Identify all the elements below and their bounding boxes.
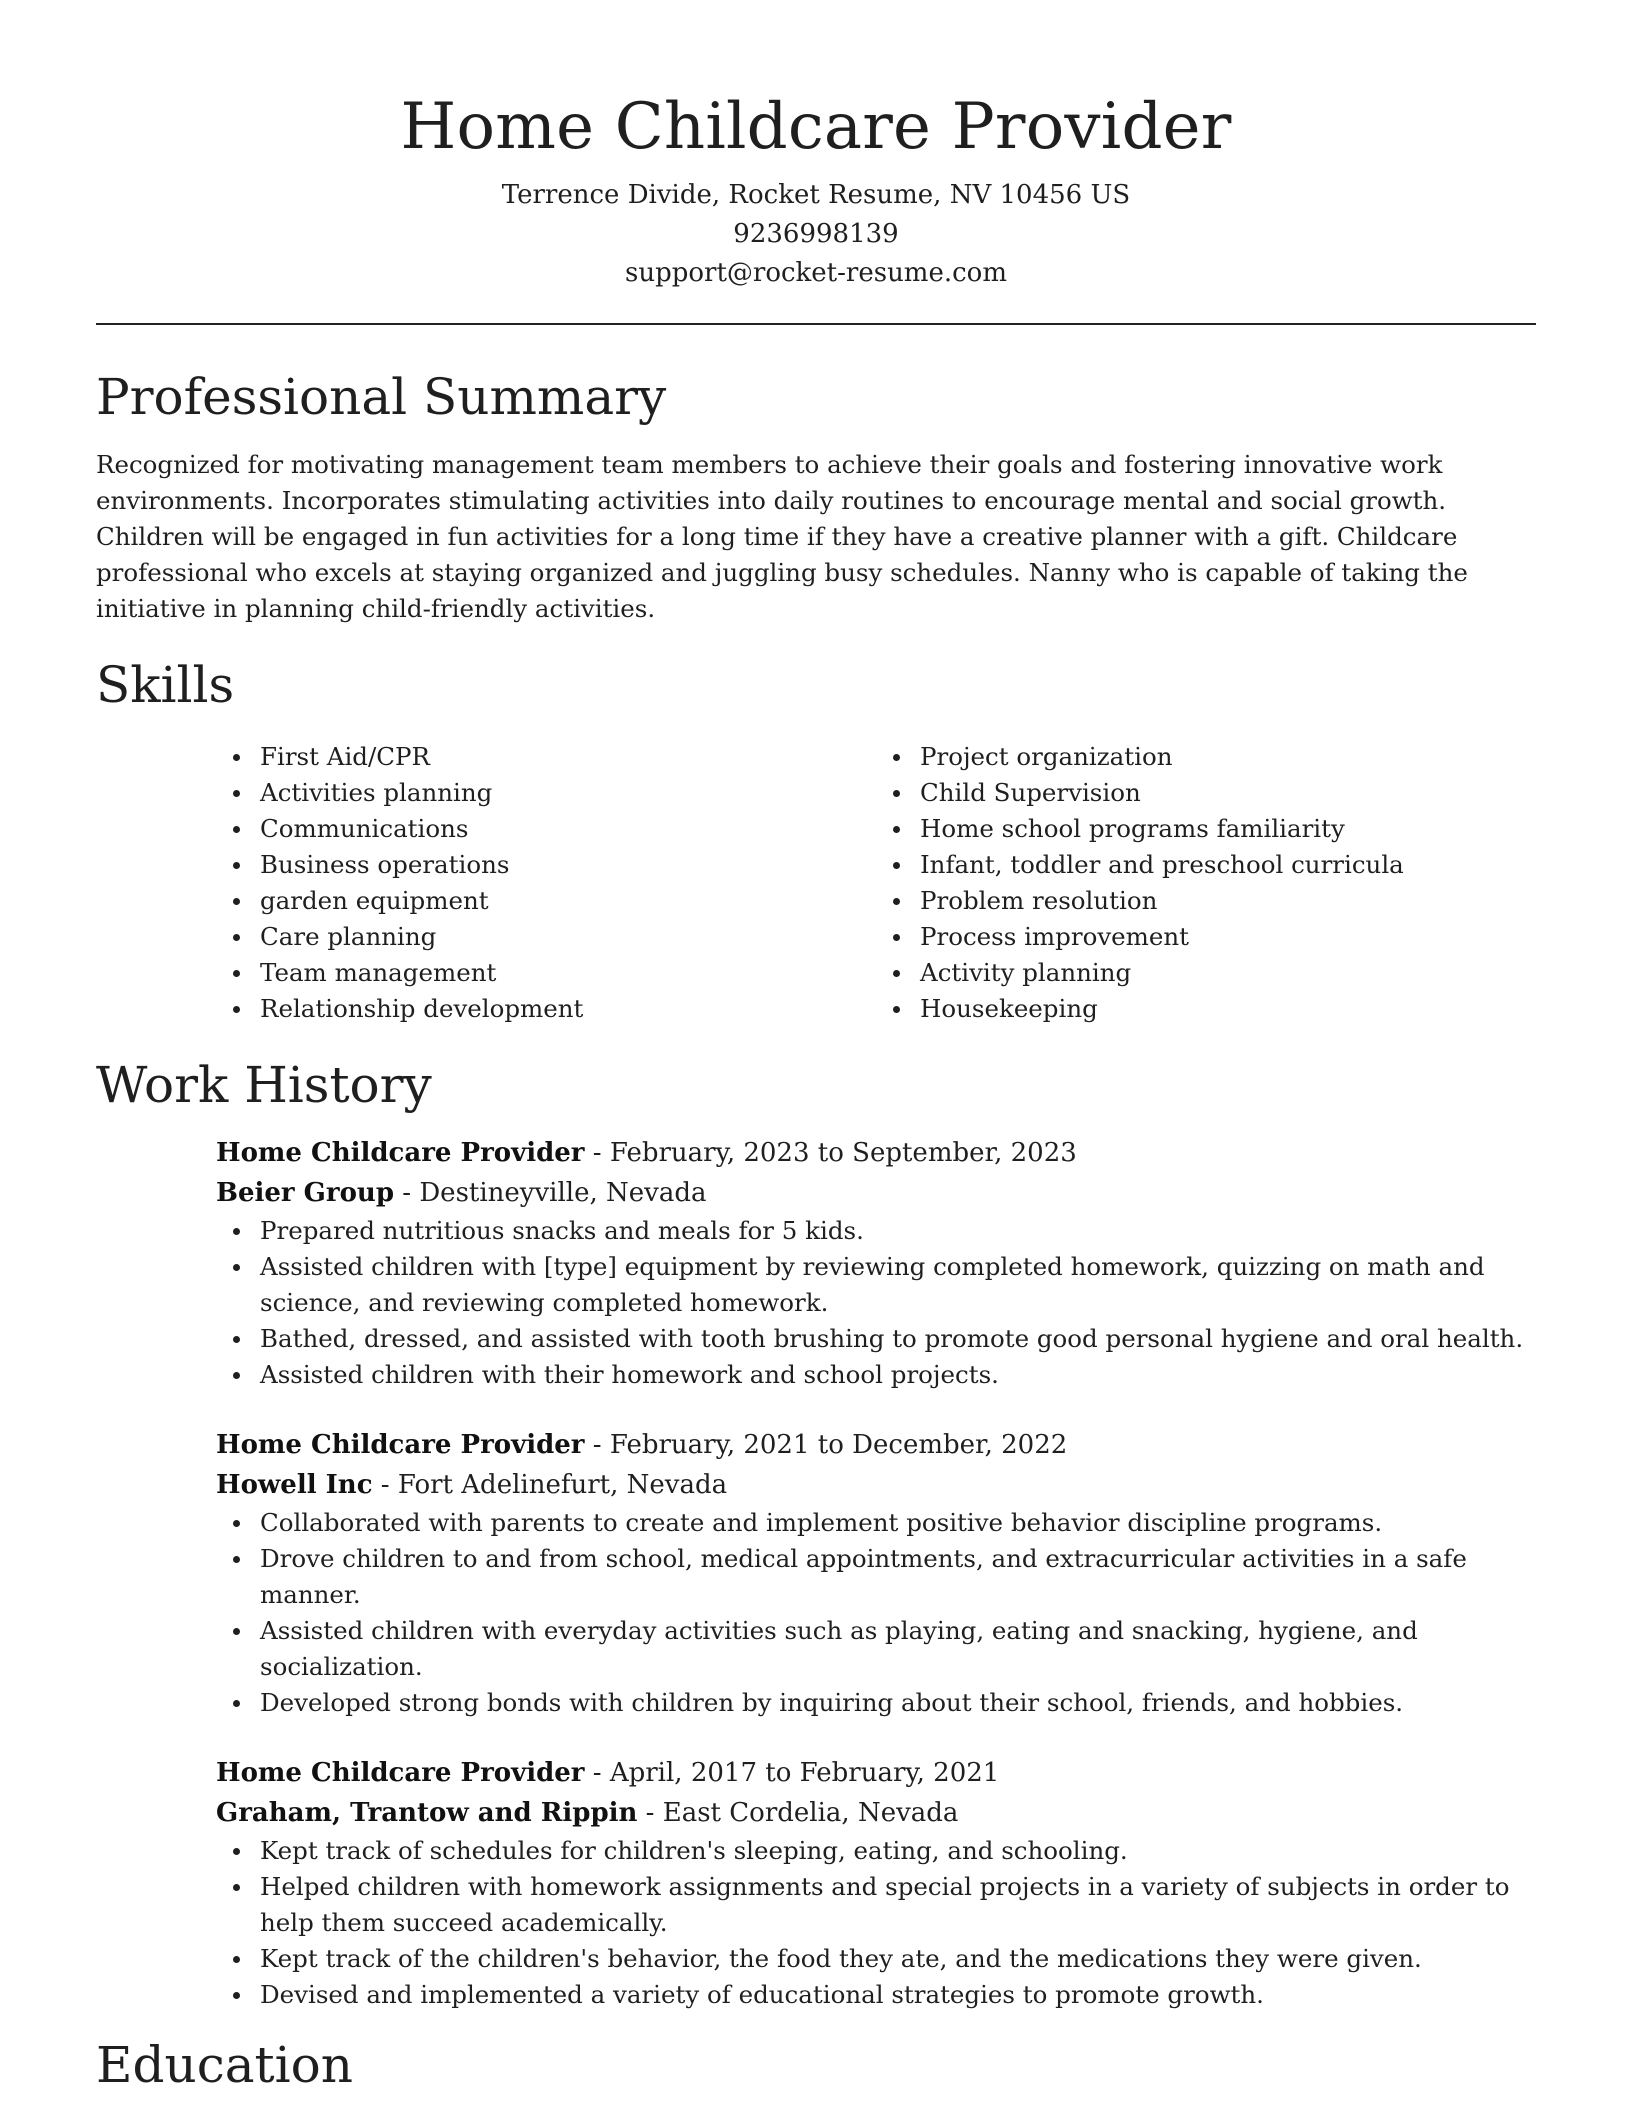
job-role: Home Childcare Provider [216,1430,585,1460]
skill-item: Infant, toddler and preschool curricula [920,847,1536,883]
skill-item: Housekeeping [920,991,1536,1027]
job-bullet: Bathed, dressed, and assisted with tooth brushing to promote good personal hygiene and oral health. [260,1321,1536,1357]
skill-item: Activity planning [920,955,1536,991]
skill-item: garden equipment [260,883,876,919]
work-history-heading: Work History [96,1056,432,1114]
skill-item: Team management [260,955,876,991]
skill-item: Home school programs familiarity [920,811,1536,847]
job-bullet: Prepared nutritious snacks and meals for 5 kids. [260,1213,1536,1249]
summary-section [96,365,1536,627]
header-divider [96,323,1536,325]
candidate-title: Home Childcare Provider [400,90,1232,164]
skill-item: Problem resolution [920,883,1536,919]
skill-item: Project organization [920,739,1536,775]
job-company-line [216,1793,1536,1833]
job-entry [216,1133,1536,1393]
phone-number: 9236998139 [733,219,899,249]
education-section [96,2033,1536,2097]
job-entry [216,1425,1536,1721]
skill-item: Child Supervision [920,775,1536,811]
skill-item: Relationship development [260,991,876,1027]
job-company-line [216,1173,1536,1213]
job-company: Beier Group [216,1178,395,1208]
job-title-line [216,1753,1536,1793]
education-heading: Education [96,2036,353,2094]
resume-header [96,0,1536,293]
job-bullet: Devised and implemented a variety of educational strategies to promote growth. [260,1977,1536,2013]
job-bullet: Kept track of schedules for children's sleeping, eating, and schooling. [260,1833,1536,1869]
job-dates: - February, 2023 to September, 2023 [584,1138,1077,1168]
job-title-line [216,1425,1536,1465]
summary-heading: Professional Summary [96,368,667,426]
job-dates: - February, 2021 to December, 2022 [584,1430,1068,1460]
skill-item: Business operations [260,847,876,883]
job-entry [216,1753,1536,2013]
job-location: - Fort Adelinefurt, Nevada [372,1470,728,1500]
job-company: Graham, Trantow and Rippin [216,1798,638,1828]
job-title-line [216,1133,1536,1173]
job-location: - East Cordelia, Nevada [637,1798,959,1828]
job-bullet: Kept track of the children's behavior, the food they ate, and the medications they were given. [260,1941,1536,1977]
skills-section [96,653,1536,1027]
job-bullet: Assisted children with [type] equipment by reviewing completed homework, quizzing on math and science, and reviewing completed homework. [260,1249,1536,1321]
job-bullet: Collaborated with parents to create and implement positive behavior discipline programs. [260,1505,1536,1541]
contact-info [96,176,1536,293]
job-role: Home Childcare Provider [216,1138,585,1168]
email-address: support@rocket-resume.com [624,258,1007,288]
job-dates: - April, 2017 to February, 2021 [584,1758,1000,1788]
job-bullet: Assisted children with everyday activities such as playing, eating and snacking, hygiene, and socialization. [260,1613,1536,1685]
job-bullet: Assisted children with their homework and school projects. [260,1357,1536,1393]
job-bullets [216,1833,1536,2013]
summary-text: Recognized for motivating management team members to achieve their goals and fostering innovative work environments. Incorporates stimulating activities into daily routines to encourage mental and social growth. Children will be engaged in fun activities for a long time if they have a creative planner with a gift. Childcare professional who excels at staying organized and juggling busy schedules. Nanny who is capable of taking the initiative in planning child-friendly activities. [96,450,1468,623]
job-bullet: Helped children with homework assignments and special projects in a variety of subjects in order to help them succeed academically. [260,1869,1536,1941]
address: Terrence Divide, Rocket Resume, NV 10456 US [501,180,1131,210]
resume-page [96,0,1536,2097]
skill-item: First Aid/CPR [260,739,876,775]
job-bullet: Developed strong bonds with children by inquiring about their school, friends, and hobbies. [260,1685,1536,1721]
skills-grid [216,739,1536,1027]
job-company: Howell Inc [216,1470,373,1500]
job-location: - Destineyville, Nevada [394,1178,707,1208]
skill-item: Communications [260,811,876,847]
skills-column-right [876,739,1536,1027]
skill-item: Process improvement [920,919,1536,955]
job-bullet: Drove children to and from school, medical appointments, and extracurricular activities in a safe manner. [260,1541,1536,1613]
skill-item: Care planning [260,919,876,955]
skills-heading: Skills [96,656,235,714]
job-bullets [216,1213,1536,1393]
job-company-line [216,1465,1536,1505]
job-role: Home Childcare Provider [216,1758,585,1788]
work-history-section [96,1053,1536,2013]
job-bullets [216,1505,1536,1721]
skills-column-left [216,739,876,1027]
skill-item: Activities planning [260,775,876,811]
